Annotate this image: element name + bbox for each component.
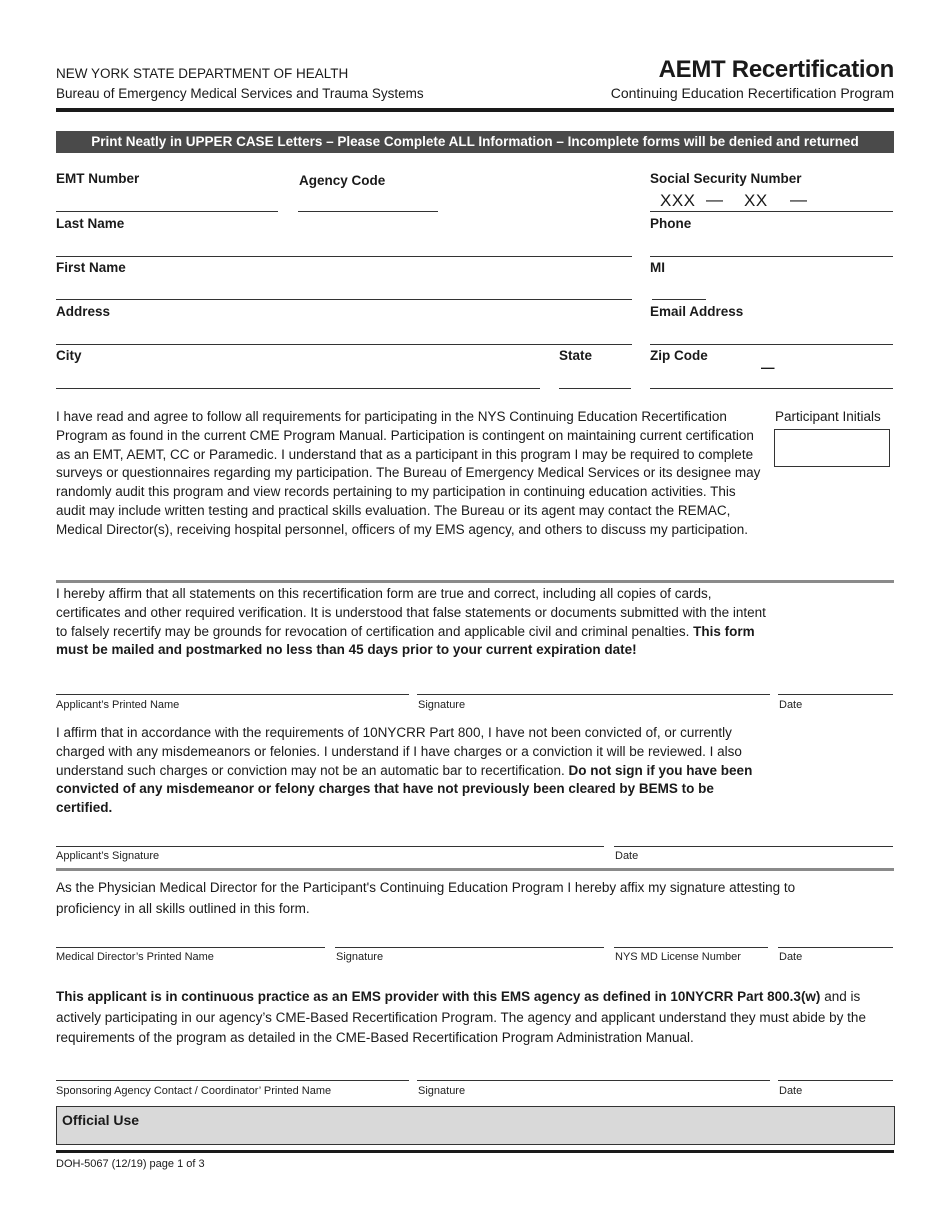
email-label: Email Address	[650, 304, 744, 319]
footer-rule	[56, 1150, 894, 1153]
agency-code-label: Agency Code	[299, 173, 386, 188]
bureau-name: Bureau of Emergency Medical Services and Trauma Systems	[56, 86, 424, 101]
applicant-sign-label: Applicant’s Signature	[56, 850, 160, 862]
agency-signature-label: Signature	[418, 1085, 466, 1097]
official-use-label: Official Use	[62, 1112, 140, 1128]
ssn-field[interactable]	[650, 211, 893, 212]
emt-number-label: EMT Number	[56, 171, 140, 186]
applicant-date-label: Date	[779, 699, 803, 711]
md-license-field[interactable]	[614, 947, 768, 948]
header-agency	[56, 64, 424, 104]
header-rule	[56, 108, 894, 112]
agency-body: and is actively participating in our agency’s CME-Based Recertification Program. The agency and applicant understand they must abide by the requirements of the program as detailed in the CME-Based Recertification Program Administration Manual.	[56, 989, 866, 1045]
first-name-label: First Name	[56, 260, 126, 275]
address-label: Address	[56, 304, 111, 319]
md-date-label: Date	[779, 951, 803, 963]
form-title: AEMT Recertification	[658, 56, 894, 83]
instructions-banner: Print Neatly in UPPER CASE Letters – Please Complete ALL Information – Incomplete forms will be denied and returned	[56, 131, 894, 153]
applicant-printed-name-field[interactable]	[56, 694, 409, 695]
first-name-field[interactable]	[56, 299, 632, 300]
agency-signature-field[interactable]	[417, 1080, 770, 1081]
initials-box[interactable]	[774, 429, 890, 467]
applicant-sign-date-field[interactable]	[614, 846, 893, 847]
applicant-date-field[interactable]	[778, 694, 893, 695]
md-printed-name-label: Medical Director’s Printed Name	[56, 951, 214, 963]
ssn-mask-2: XX	[744, 191, 768, 210]
ssn-label: Social Security Number	[650, 171, 802, 186]
physician-text: As the Physician Medical Director for the Participant's Continuing Education Program I hereby affix my signature attesting to proficiency in all skills outlined in this form.	[56, 880, 796, 916]
state-label: State	[559, 348, 593, 363]
email-field[interactable]	[650, 344, 893, 345]
initials-label: Participant Initials	[775, 409, 881, 424]
ssn-dash-1: —	[706, 190, 724, 209]
conviction-body: I affirm that in accordance with the requirements of 10NYCRR Part 800, I have not been convicted of, or currently charged with any misdemeanors or felonies. I understand if I have charges or a conviction it will be reviewed. I also understand such charges or conviction may not be an automatic bar to recertification.	[56, 725, 742, 778]
dept-name: NEW YORK STATE DEPARTMENT OF HEALTH	[56, 66, 349, 81]
affirm-text	[56, 585, 771, 660]
affirm-body: I hereby affirm that all statements on this recertification form are true and correct, including all copies of cards, certificates and other required verification. It is understood that false statements or documents submitted with the intent to falsely recertify may be grounds for revocation of certification and applicable civil and criminal penalties.	[56, 586, 766, 639]
form-number: DOH-5067 (12/19) page 1 of 3	[56, 1158, 205, 1170]
agency-printed-name-label: Sponsoring Agency Contact / Coordinator’ Printed Name	[56, 1085, 332, 1097]
zip-field[interactable]	[650, 388, 893, 389]
applicant-signature-label: Signature	[418, 699, 466, 711]
md-date-field[interactable]	[778, 947, 893, 948]
affirm-bold: This form must be mailed and postmarked no less than 45 days prior to your current expiration date!	[56, 623, 755, 658]
section-divider	[56, 580, 894, 583]
applicant-sign-field[interactable]	[56, 846, 604, 847]
last-name-field[interactable]	[56, 256, 632, 257]
mi-field[interactable]	[652, 299, 706, 300]
md-printed-name-field[interactable]	[56, 947, 325, 948]
address-field[interactable]	[56, 344, 632, 345]
md-signature-field[interactable]	[335, 947, 604, 948]
ssn-mask-1: XXX	[660, 191, 696, 210]
applicant-sign-date-label: Date	[615, 850, 639, 862]
mi-label: MI	[650, 260, 665, 275]
md-signature-label: Signature	[336, 951, 384, 963]
section-divider	[56, 868, 894, 871]
official-use-box	[56, 1106, 895, 1145]
agency-printed-name-field[interactable]	[56, 1080, 409, 1081]
city-label: City	[56, 348, 82, 363]
conviction-text	[56, 724, 771, 818]
md-license-label: NYS MD License Number	[615, 951, 741, 963]
agency-date-label: Date	[779, 1085, 803, 1097]
applicant-printed-name-label: Applicant’s Printed Name	[56, 699, 180, 711]
phone-field[interactable]	[650, 256, 893, 257]
applicant-signature-field[interactable]	[417, 694, 770, 695]
agency-code-field[interactable]	[298, 211, 438, 212]
state-field[interactable]	[559, 388, 631, 389]
zip-dash: —	[761, 360, 775, 375]
agency-text	[56, 987, 891, 1049]
zip-label: Zip Code	[650, 348, 708, 363]
form-subtitle: Continuing Education Recertification Program	[610, 85, 894, 101]
emt-number-field[interactable]	[56, 211, 278, 212]
agency-bold: This applicant is in continuous practice as an EMS provider with this EMS agency as defined in 10NYCRR Part 800.3(w)	[56, 989, 821, 1004]
city-field[interactable]	[56, 388, 540, 389]
phone-label: Phone	[650, 216, 692, 231]
agreement-text: I have read and agree to follow all requirements for participating in the NYS Continuing Education Recertification Program as found in the current CME Program Manual. Participation is contingent on maintaining current certification as an EMT, AEMT, CC or Paramedic. I understand that as a participant in this program I may be required to complete surveys or questionnaires regarding my participation. The Bureau of Emergency Medical Services or its designee may randomly audit this program and view records pertaining to my participation in continuing education activities. This audit may include written testing and practical skills evaluation. The Bureau or its agent may contact the REMAC, Medical Director(s), receiving hospital personnel, officers of my EMS agency, and others to discuss my participation.	[56, 409, 761, 537]
ssn-dash-2: —	[790, 190, 808, 209]
last-name-label: Last Name	[56, 216, 125, 231]
conviction-bold: Do not sign if you have been convicted of any misdemeanor or felony charges that have not previously been cleared by BEMS to be certified.	[56, 762, 753, 816]
agency-date-field[interactable]	[778, 1080, 893, 1081]
